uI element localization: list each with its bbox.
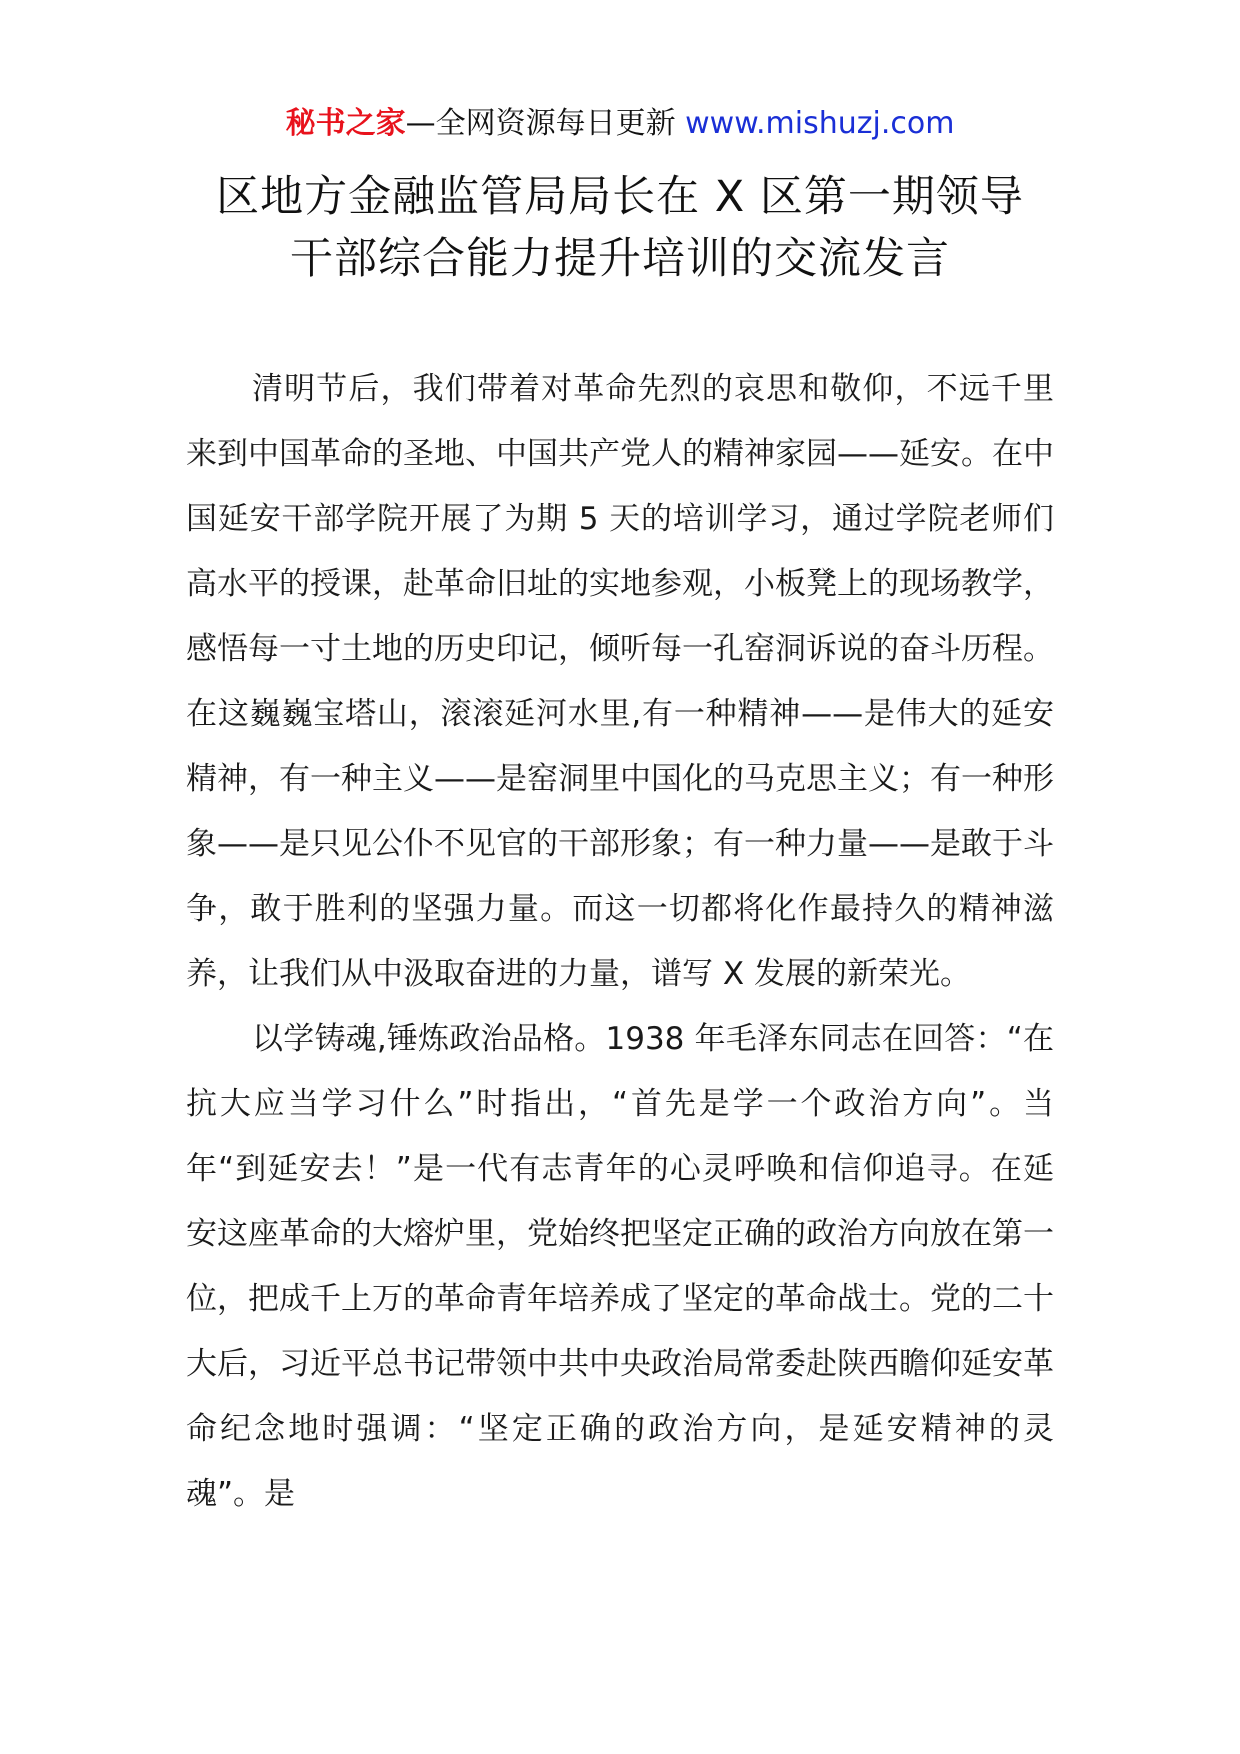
title-line-1: 区地方金融监管局局长在 X 区第一期领导 — [216, 172, 1024, 222]
site-url-link[interactable]: www.mishuzj.com — [685, 106, 955, 141]
paragraph-1: 清明节后，我们带着对革命先烈的哀思和敬仰，不远千里来到中国革命的圣地、中国共产党人的精神家园——延安。在中国延安干部学院开展了为期 5 天的培训学习，通过学院老师们高水平的授课，赴革命旧址的实地参观，小板凳上的现场教学，感悟每一寸土地的历史印记，倾听每一孔窑洞诉说的奋斗历程。在这巍巍宝塔山，滚滚延河水里,有一种精神——是伟大的延安精神，有一种主义——是窑洞里中国化的马克思主义；有一种形象——是只见公仆不见官的干部形象；有一种力量——是敢于斗争，敢于胜利的坚强力量。而这一切都将化作最持久的精神滋养，让我们从中汲取奋进的力量，谱写 X 发展的新荣光。 — [186, 371, 1054, 992]
brand-name: 秘书之家 — [285, 106, 406, 141]
document-body — [186, 357, 1054, 1527]
site-slogan: —全网资源每日更新 — [405, 106, 686, 141]
site-header — [0, 104, 1240, 144]
paragraph-2: 以学铸魂,锤炼政治品格。1938 年毛泽东同志在回答：“在抗大应当学习什么”时指出，“首先是学一个政治方向”。当年“到延安去！”是一代有志青年的心灵呼唤和信仰追寻。在延安这座革命的大熔炉里，党始终把坚定正确的政治方向放在第一位，把成千上万的革命青年培养成了坚定的革命战士。党的二十大后，习近平总书记带领中共中央政治局常委赴陕西瞻仰延安革命纪念地时强调：“坚定正确的政治方向，是延安精神的灵魂”。是 — [186, 1021, 1054, 1512]
document-title — [100, 166, 1140, 290]
title-line-2: 干部综合能力提升培训的交流发言 — [290, 234, 950, 284]
